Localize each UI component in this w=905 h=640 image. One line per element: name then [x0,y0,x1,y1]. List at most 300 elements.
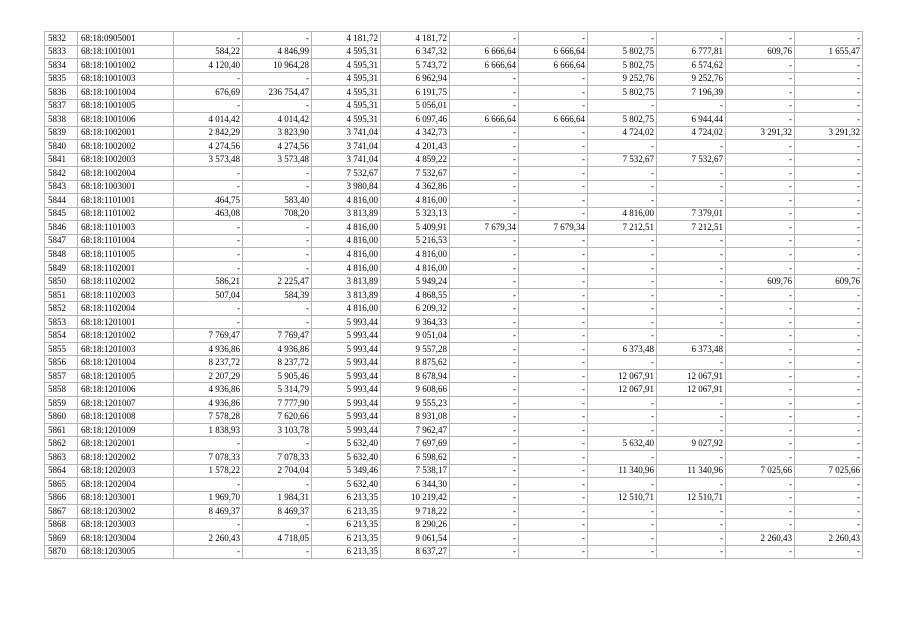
cadastral-code-cell: 68:18:1001005 [78,99,174,113]
value-cell: 4 274,56 [174,140,243,154]
value-cell: - [243,248,312,262]
value-cell: - [450,369,519,383]
value-cell: 3 741,04 [312,140,381,154]
value-cell: 7 697,69 [381,437,450,451]
value-cell: 8 678,94 [381,369,450,383]
value-cell: 6 373,48 [657,342,726,356]
value-cell: 11 340,96 [657,464,726,478]
value-cell: 3 980,84 [312,180,381,194]
value-cell: 7 578,28 [174,410,243,424]
value-cell: - [588,275,657,289]
value-cell: - [657,518,726,532]
value-cell: - [726,383,795,397]
value-cell: 5 993,44 [312,369,381,383]
row-number-cell: 5867 [45,505,78,519]
value-cell: - [795,32,863,46]
value-cell: - [657,315,726,329]
value-cell: 5 993,44 [312,396,381,410]
value-cell: - [450,505,519,519]
row-number-cell: 5868 [45,518,78,532]
value-cell: - [795,518,863,532]
cadastral-code-cell: 68:18:1002004 [78,167,174,181]
value-cell: 6 666,64 [450,59,519,73]
value-cell: 5 743,72 [381,59,450,73]
value-cell: 708,20 [243,207,312,221]
cadastral-code-cell: 68:18:1101005 [78,248,174,262]
value-cell: - [174,478,243,492]
value-cell: - [450,167,519,181]
value-cell: 4 181,72 [381,32,450,46]
cadastral-code-cell: 68:18:1002001 [78,126,174,140]
value-cell: - [726,505,795,519]
row-number-cell: 5832 [45,32,78,46]
value-cell: 584,22 [174,45,243,59]
value-cell: 6 213,35 [312,532,381,546]
value-cell: 10 219,42 [381,491,450,505]
value-cell: - [657,167,726,181]
value-cell: - [450,207,519,221]
value-cell: 4 595,31 [312,45,381,59]
value-cell: 8 290,26 [381,518,450,532]
cadastral-code-cell: 68:18:1001002 [78,59,174,73]
value-cell: 12 510,71 [588,491,657,505]
value-cell: 4 014,42 [174,113,243,127]
value-cell: - [519,288,588,302]
table-row [45,72,863,86]
table-row [45,505,863,519]
value-cell: - [726,248,795,262]
value-cell: - [450,261,519,275]
value-cell: - [519,32,588,46]
value-cell: 5 993,44 [312,356,381,370]
cadastral-code-cell: 68:18:1101003 [78,221,174,235]
value-cell: - [588,315,657,329]
value-cell: 3 813,89 [312,275,381,289]
value-cell: - [795,437,863,451]
value-cell: - [243,478,312,492]
value-cell: - [795,99,863,113]
cadastral-code-cell: 68:18:1002003 [78,153,174,167]
value-cell: - [795,383,863,397]
value-cell: 12 067,91 [588,369,657,383]
value-cell: - [519,140,588,154]
value-cell: 6 213,35 [312,545,381,559]
value-cell: - [588,545,657,559]
value-cell: - [726,86,795,100]
value-cell: - [726,423,795,437]
table-body [45,32,863,559]
value-cell: 5 632,40 [588,437,657,451]
value-cell: 2 260,43 [174,532,243,546]
value-cell: - [588,180,657,194]
row-number-cell: 5839 [45,126,78,140]
value-cell: 3 813,89 [312,288,381,302]
value-cell: 5 993,44 [312,315,381,329]
value-cell: 9 061,54 [381,532,450,546]
value-cell: 4 595,31 [312,86,381,100]
value-cell: - [450,518,519,532]
value-cell: - [795,396,863,410]
value-cell: 12 510,71 [657,491,726,505]
value-cell: 12 067,91 [657,369,726,383]
value-cell: - [588,288,657,302]
value-cell: 584,39 [243,288,312,302]
value-cell: 4 816,00 [381,248,450,262]
cadastral-code-cell: 68:18:1201003 [78,342,174,356]
value-cell: - [519,464,588,478]
cadastral-code-cell: 68:18:1102001 [78,261,174,275]
cadastral-code-cell: 68:18:1202004 [78,478,174,492]
value-cell: 1 578,22 [174,464,243,478]
table-row [45,59,863,73]
value-cell: - [795,59,863,73]
value-cell: - [519,329,588,343]
cadastral-code-cell: 68:18:1202003 [78,464,174,478]
value-cell: - [588,518,657,532]
value-cell: 4 595,31 [312,59,381,73]
value-cell: - [588,261,657,275]
cadastral-code-cell: 68:18:1202002 [78,450,174,464]
value-cell: 10 964,28 [243,59,312,73]
table-row [45,248,863,262]
value-cell: 7 025,66 [795,464,863,478]
value-cell: - [657,140,726,154]
value-cell: - [519,423,588,437]
value-cell: - [795,207,863,221]
value-cell: - [174,167,243,181]
value-cell: 463,08 [174,207,243,221]
value-cell: 4 342,73 [381,126,450,140]
value-cell: 4 718,05 [243,532,312,546]
table-row [45,315,863,329]
table-row [45,194,863,208]
value-cell: - [795,356,863,370]
value-cell: 7 532,67 [312,167,381,181]
value-cell: 4 936,86 [174,396,243,410]
row-number-cell: 5847 [45,234,78,248]
value-cell: 4 595,31 [312,113,381,127]
value-cell: 6 373,48 [588,342,657,356]
value-cell: - [450,450,519,464]
value-cell: 2 207,29 [174,369,243,383]
table-row [45,491,863,505]
value-cell: - [795,167,863,181]
value-cell: 9 557,28 [381,342,450,356]
value-cell: 6 666,64 [519,59,588,73]
value-cell: - [726,288,795,302]
value-cell: 6 777,81 [657,45,726,59]
value-cell: - [450,410,519,424]
value-cell: - [450,532,519,546]
value-cell: 4 816,00 [312,248,381,262]
value-cell: - [450,383,519,397]
table-row [45,478,863,492]
value-cell: - [588,234,657,248]
value-cell: - [450,140,519,154]
value-cell: - [726,329,795,343]
value-cell: 3 813,89 [312,207,381,221]
value-cell: - [450,194,519,208]
value-cell: - [726,396,795,410]
value-cell: 4 274,56 [243,140,312,154]
table-row [45,464,863,478]
value-cell: 6 213,35 [312,491,381,505]
value-cell: - [450,153,519,167]
value-cell: 4 014,42 [243,113,312,127]
table-row [45,275,863,289]
cadastral-code-cell: 68:18:1201006 [78,383,174,397]
value-cell: 5 993,44 [312,329,381,343]
cadastral-code-cell: 68:18:1201005 [78,369,174,383]
value-cell: 7 025,66 [726,464,795,478]
value-cell: 7 532,67 [588,153,657,167]
value-cell: 2 225,47 [243,275,312,289]
value-cell: - [450,180,519,194]
table-row [45,207,863,221]
value-cell: - [174,437,243,451]
value-cell: - [588,140,657,154]
table-row [45,450,863,464]
table-row [45,437,863,451]
value-cell: - [726,72,795,86]
value-cell: 5 632,40 [312,450,381,464]
value-cell: - [519,396,588,410]
value-cell: - [450,234,519,248]
row-number-cell: 5860 [45,410,78,424]
row-number-cell: 5862 [45,437,78,451]
value-cell: 6 097,46 [381,113,450,127]
value-cell: 4 181,72 [312,32,381,46]
value-cell: 4 936,86 [243,342,312,356]
value-cell: - [726,356,795,370]
value-cell: - [174,99,243,113]
value-cell: 4 846,99 [243,45,312,59]
value-cell: - [450,545,519,559]
value-cell: 7 769,47 [174,329,243,343]
value-cell: - [657,302,726,316]
value-cell: - [588,329,657,343]
value-cell: - [657,248,726,262]
value-cell: - [726,410,795,424]
value-cell: - [588,450,657,464]
value-cell: - [519,126,588,140]
value-cell: - [795,491,863,505]
row-number-cell: 5844 [45,194,78,208]
table-row [45,234,863,248]
value-cell: - [657,478,726,492]
cadastral-code-cell: 68:18:1001001 [78,45,174,59]
value-cell: 5 993,44 [312,383,381,397]
row-number-cell: 5841 [45,153,78,167]
value-cell: 7 078,33 [174,450,243,464]
value-cell: - [450,32,519,46]
table-row [45,369,863,383]
cadastral-code-cell: 68:18:1102002 [78,275,174,289]
value-cell: - [174,302,243,316]
value-cell: - [243,32,312,46]
value-cell: - [243,180,312,194]
value-cell: 4 724,02 [657,126,726,140]
value-cell: - [588,423,657,437]
cadastral-code-cell: 68:18:1201004 [78,356,174,370]
value-cell: 9 608,66 [381,383,450,397]
value-cell: 2 842,29 [174,126,243,140]
value-cell: 1 969,70 [174,491,243,505]
row-number-cell: 5849 [45,261,78,275]
row-number-cell: 5833 [45,45,78,59]
value-cell: - [519,99,588,113]
value-cell: - [795,221,863,235]
value-cell: 6 574,62 [657,59,726,73]
value-cell: 12 067,91 [588,383,657,397]
value-cell: - [795,288,863,302]
value-cell: - [726,437,795,451]
value-cell: - [519,383,588,397]
cadastral-code-cell: 68:18:1001006 [78,113,174,127]
value-cell: 4 868,55 [381,288,450,302]
value-cell: - [450,86,519,100]
table-row [45,45,863,59]
cadastral-code-cell: 68:18:1101002 [78,207,174,221]
value-cell: 3 573,48 [174,153,243,167]
value-cell: - [519,234,588,248]
value-cell: - [450,302,519,316]
value-cell: - [450,464,519,478]
value-cell: 4 595,31 [312,99,381,113]
value-cell: - [588,99,657,113]
value-cell: 7 777,90 [243,396,312,410]
value-cell: - [519,261,588,275]
value-cell: 7 620,66 [243,410,312,424]
value-cell: - [519,275,588,289]
value-cell: - [795,369,863,383]
value-cell: 609,76 [726,275,795,289]
value-cell: - [450,329,519,343]
value-cell: 5 802,75 [588,113,657,127]
cadastral-code-cell: 68:18:1001004 [78,86,174,100]
row-number-cell: 5834 [45,59,78,73]
value-cell: - [243,261,312,275]
value-cell: 6 213,35 [312,505,381,519]
value-cell: 4 595,31 [312,72,381,86]
value-cell: - [519,207,588,221]
value-cell: - [519,369,588,383]
table-row [45,99,863,113]
value-cell: - [519,437,588,451]
value-cell: - [657,396,726,410]
value-cell: 1 984,31 [243,491,312,505]
value-cell: - [450,342,519,356]
value-cell: - [726,545,795,559]
value-cell: 9 555,23 [381,396,450,410]
value-cell: 7 379,01 [657,207,726,221]
value-cell: - [450,126,519,140]
value-cell: - [519,72,588,86]
table-row [45,113,863,127]
row-number-cell: 5843 [45,180,78,194]
value-cell: 4 816,00 [312,261,381,275]
value-cell: 12 067,91 [657,383,726,397]
value-cell: 4 816,00 [381,194,450,208]
value-cell: 3 741,04 [312,153,381,167]
value-cell: 507,04 [174,288,243,302]
value-cell: 6 944,44 [657,113,726,127]
value-cell: 9 027,92 [657,437,726,451]
value-cell: - [243,302,312,316]
value-cell: 9 051,04 [381,329,450,343]
value-cell: - [519,545,588,559]
table-row [45,396,863,410]
value-cell: - [519,153,588,167]
value-cell: 7 769,47 [243,329,312,343]
value-cell: 9 718,22 [381,505,450,519]
row-number-cell: 5870 [45,545,78,559]
value-cell: 4 859,22 [381,153,450,167]
value-cell: - [726,234,795,248]
value-cell: - [450,99,519,113]
value-cell: - [519,180,588,194]
value-cell: - [726,140,795,154]
value-cell: - [519,315,588,329]
value-cell: 5 216,53 [381,234,450,248]
value-cell: - [726,153,795,167]
table-row [45,167,863,181]
cadastral-code-cell: 68:18:0905001 [78,32,174,46]
value-cell: 6 344,30 [381,478,450,492]
value-cell: - [795,302,863,316]
row-number-cell: 5855 [45,342,78,356]
value-cell: 4 362,86 [381,180,450,194]
value-cell: - [795,478,863,492]
value-cell: 4 120,40 [174,59,243,73]
value-cell: 236 754,47 [243,86,312,100]
value-cell: 5 314,79 [243,383,312,397]
value-cell: 5 802,75 [588,86,657,100]
table-row [45,383,863,397]
value-cell: 5 905,46 [243,369,312,383]
value-cell: - [174,180,243,194]
value-cell: - [726,315,795,329]
value-cell: 5 802,75 [588,59,657,73]
value-cell: 3 291,32 [726,126,795,140]
value-cell: - [450,288,519,302]
row-number-cell: 5859 [45,396,78,410]
cadastral-code-cell: 68:18:1102004 [78,302,174,316]
value-cell: 5 632,40 [312,437,381,451]
value-cell: 4 816,00 [588,207,657,221]
value-cell: 609,76 [726,45,795,59]
value-cell: - [726,491,795,505]
value-cell: - [174,315,243,329]
value-cell: 4 816,00 [381,261,450,275]
value-cell: 6 666,64 [450,113,519,127]
value-cell: 7 532,67 [657,153,726,167]
cadastral-code-cell: 68:18:1203005 [78,545,174,559]
value-cell: 5 993,44 [312,410,381,424]
value-cell: - [795,140,863,154]
value-cell: 7 196,39 [657,86,726,100]
value-cell: 7 532,67 [381,167,450,181]
value-cell: 5 802,75 [588,45,657,59]
cadastral-code-cell: 68:18:1201002 [78,329,174,343]
value-cell: 8 469,37 [174,505,243,519]
value-cell: - [795,342,863,356]
row-number-cell: 5858 [45,383,78,397]
value-cell: 4 201,43 [381,140,450,154]
cadastral-code-cell: 68:18:1002002 [78,140,174,154]
value-cell: - [243,315,312,329]
value-cell: - [726,302,795,316]
